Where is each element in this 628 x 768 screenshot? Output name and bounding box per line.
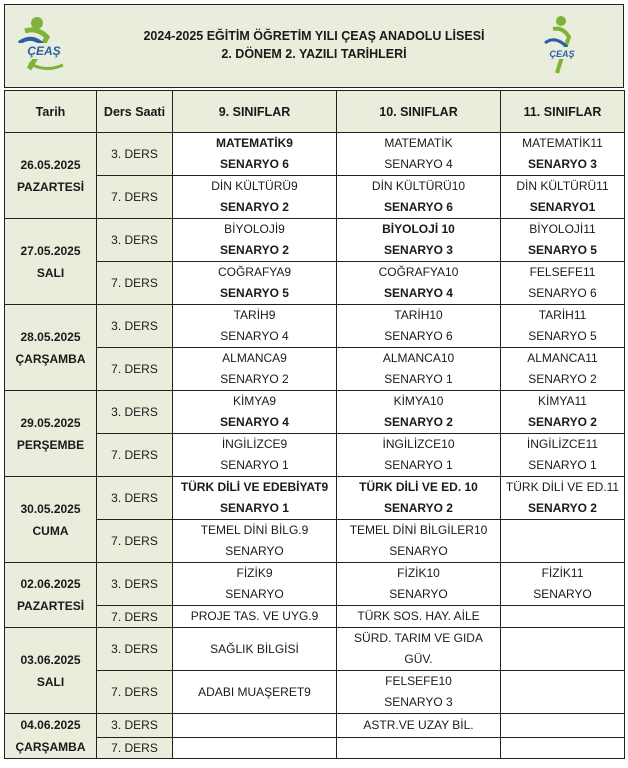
- table-row: [5, 520, 625, 563]
- scenario-label: SENARYO 4: [220, 329, 289, 343]
- course-name: BİYOLOJİ9: [224, 222, 285, 236]
- col-header-slot: Ders Saati: [97, 91, 173, 133]
- lesson-slot: 7. DERS: [97, 434, 173, 477]
- exam-cell-grade-11: [501, 391, 625, 434]
- col-header-grade-10: 10. SINIFLAR: [337, 91, 501, 133]
- exam-date: 26.05.2025: [20, 157, 81, 172]
- exam-cell-grade-11: [501, 737, 625, 758]
- exam-cell-grade-9: [173, 348, 337, 391]
- exam-cell-grade-9: [173, 563, 337, 606]
- scenario-label: GÜV.: [404, 652, 433, 666]
- table-row: [5, 563, 625, 606]
- lesson-slot: 3. DERS: [97, 714, 173, 738]
- exam-weekday: CUMA: [32, 523, 69, 538]
- exam-cell-grade-10: [337, 434, 501, 477]
- course-name: İNGİLİZCE9: [221, 437, 288, 451]
- course-name: MATEMATİK9: [216, 136, 293, 150]
- scenario-label: SENARYO 2: [384, 415, 453, 429]
- course-name: SÜRD. TARIM VE GIDA: [354, 631, 483, 645]
- course-name: FİZİK11: [541, 566, 584, 580]
- exam-cell-grade-10: [337, 628, 501, 671]
- exam-cell-grade-10: [337, 348, 501, 391]
- exam-cell-grade-11: [501, 176, 625, 219]
- table-row: [5, 671, 625, 714]
- exam-cell-grade-10: [337, 737, 501, 758]
- date-cell: [5, 477, 97, 563]
- course-name: KİMYA9: [232, 394, 277, 408]
- lesson-slot: 3. DERS: [97, 391, 173, 434]
- course-name: SAĞLIK BİLGİSİ: [210, 641, 299, 656]
- scenario-label: SENARYO1: [529, 200, 596, 214]
- exam-cell-grade-11: [501, 477, 625, 520]
- scenario-label: SENARYO 2: [528, 372, 597, 386]
- course-name: ALMANCA10: [382, 351, 455, 365]
- scenario-label: SENARYO 6: [528, 286, 597, 300]
- exam-weekday: ÇARŞAMBA: [15, 740, 86, 754]
- exam-cell-grade-10: [337, 133, 501, 176]
- course-name: KİMYA11: [538, 394, 587, 408]
- course-name: FELSEFE11: [529, 265, 596, 279]
- table-row: [5, 628, 625, 671]
- table-row: [5, 348, 625, 391]
- exam-cell-grade-11: [501, 520, 625, 563]
- scenario-label: SENARYO 2: [384, 501, 453, 515]
- exam-weekday: ÇARŞAMBA: [15, 351, 86, 366]
- course-name: DİN KÜLTÜRÜ10: [371, 179, 466, 193]
- scenario-label: SENARYO: [389, 587, 448, 601]
- schedule-title: [95, 27, 533, 63]
- scenario-label: SENARYO 2: [220, 200, 289, 214]
- course-name: DİN KÜLTÜRÜ9: [211, 179, 298, 193]
- scenario-label: SENARYO 6: [384, 329, 453, 343]
- course-name: DİN KÜLTÜRÜ11: [516, 179, 609, 193]
- exam-cell-grade-9: [173, 737, 337, 758]
- exam-cell-grade-11: [501, 671, 625, 714]
- exam-cell-grade-11: [501, 606, 625, 628]
- table-header-row: [5, 91, 625, 133]
- exam-weekday: PAZARTESİ: [16, 179, 85, 194]
- lesson-slot: 7. DERS: [97, 520, 173, 563]
- scenario-label: SENARYO 6: [220, 157, 289, 171]
- scenario-label: SENARYO 2: [528, 415, 597, 429]
- title-line-1: 2024-2025 EĞİTİM ÖĞRETİM YILI ÇEAŞ ANADOLU LİSESİ: [143, 29, 485, 43]
- course-name: ALMANCA11: [527, 351, 598, 365]
- exam-cell-grade-11: [501, 262, 625, 305]
- course-name: TÜRK SOS. HAY. AİLE: [357, 609, 480, 623]
- scenario-label: SENARYO: [225, 544, 284, 558]
- col-header-date: Tarih: [5, 91, 97, 133]
- exam-cell-grade-10: [337, 477, 501, 520]
- scenario-label: SENARYO 2: [220, 372, 289, 386]
- exam-date: 29.05.2025: [20, 415, 81, 430]
- exam-date: 30.05.2025: [20, 501, 81, 516]
- course-name: TARİH9: [233, 308, 276, 322]
- table-row: [5, 714, 625, 738]
- exam-cell-grade-9: [173, 434, 337, 477]
- scenario-label: SENARYO 3: [384, 695, 453, 709]
- exam-cell-grade-9: [173, 305, 337, 348]
- schedule-header: [4, 4, 624, 88]
- table-row: [5, 477, 625, 520]
- col-header-grade-11: 11. SINIFLAR: [501, 91, 625, 133]
- exam-cell-grade-10: [337, 391, 501, 434]
- lesson-slot: 3. DERS: [97, 133, 173, 176]
- exam-cell-grade-9: [173, 520, 337, 563]
- table-row: [5, 606, 625, 628]
- date-cell: [5, 133, 97, 219]
- exam-cell-grade-10: [337, 262, 501, 305]
- exam-cell-grade-9: [173, 262, 337, 305]
- exam-cell-grade-11: [501, 219, 625, 262]
- course-name: ADABI MUAŞERET9: [198, 684, 311, 699]
- lesson-slot: 7. DERS: [97, 348, 173, 391]
- school-logo-left: [15, 13, 75, 81]
- table-row: [5, 434, 625, 477]
- svg-text:ÇEAŞ: ÇEAŞ: [549, 49, 575, 59]
- exam-cell-grade-9: [173, 391, 337, 434]
- lesson-slot: 3. DERS: [97, 219, 173, 262]
- exam-weekday: PERŞEMBE: [16, 437, 85, 452]
- exam-weekday: PAZARTESİ: [16, 599, 85, 613]
- scenario-label: SENARYO: [533, 587, 592, 601]
- exam-cell-grade-9: [173, 671, 337, 714]
- course-name: TÜRK DİLİ VE EDEBİYAT9: [180, 480, 329, 494]
- date-cell: [5, 391, 97, 477]
- date-cell: [5, 305, 97, 391]
- lesson-slot: 3. DERS: [97, 305, 173, 348]
- exam-cell-grade-9: [173, 219, 337, 262]
- course-name: COĞRAFYA9: [217, 265, 292, 279]
- lesson-slot: 3. DERS: [97, 563, 173, 606]
- scenario-label: SENARYO 1: [220, 458, 289, 472]
- exam-date: 02.06.2025: [20, 577, 81, 591]
- exam-date: 28.05.2025: [20, 329, 81, 344]
- date-cell: [5, 628, 97, 714]
- exam-cell-grade-11: [501, 714, 625, 738]
- scenario-label: SENARYO 1: [384, 372, 453, 386]
- scenario-label: SENARYO 4: [220, 415, 289, 429]
- exam-cell-grade-9: [173, 133, 337, 176]
- date-cell: [5, 563, 97, 628]
- course-name: ALMANCA9: [222, 351, 287, 365]
- table-row: [5, 219, 625, 262]
- exam-cell-grade-11: [501, 434, 625, 477]
- date-cell: [5, 219, 97, 305]
- scenario-label: SENARYO 5: [220, 286, 289, 300]
- scenario-label: SENARYO 1: [528, 458, 597, 472]
- lesson-slot: 7. DERS: [97, 671, 173, 714]
- lesson-slot: 3. DERS: [97, 477, 173, 520]
- exam-cell-grade-9: [173, 606, 337, 628]
- exam-cell-grade-10: [337, 671, 501, 714]
- course-name: İNGİLİZCE11: [526, 437, 599, 451]
- scenario-label: SENARYO: [389, 544, 448, 558]
- scenario-label: SENARYO 4: [384, 157, 453, 171]
- exam-cell-grade-10: [337, 714, 501, 738]
- course-name: FİZİK10: [397, 566, 440, 580]
- course-name: TARİH11: [538, 308, 587, 322]
- lesson-slot: 7. DERS: [97, 262, 173, 305]
- date-cell: [5, 714, 97, 759]
- exam-cell-grade-9: [173, 477, 337, 520]
- exam-cell-grade-10: [337, 520, 501, 563]
- exam-cell-grade-11: [501, 133, 625, 176]
- scenario-label: SENARYO 1: [220, 501, 289, 515]
- scenario-label: SENARYO 3: [384, 243, 453, 257]
- scenario-label: SENARYO: [225, 587, 284, 601]
- exam-cell-grade-10: [337, 219, 501, 262]
- schedule-body: [5, 133, 625, 759]
- exam-schedule-table: [4, 90, 625, 759]
- course-name: TÜRK DİLİ VE ED.11: [505, 480, 620, 494]
- col-header-grade-9: 9. SINIFLAR: [173, 91, 337, 133]
- table-row: [5, 305, 625, 348]
- table-row: [5, 737, 625, 758]
- course-name: MATEMATİK: [384, 136, 453, 150]
- course-name: TARİH10: [394, 308, 443, 322]
- table-row: [5, 133, 625, 176]
- scenario-label: SENARYO 3: [528, 157, 597, 171]
- exam-cell-grade-11: [501, 305, 625, 348]
- course-name: ASTR.VE UZAY BİL.: [363, 717, 474, 732]
- exam-cell-grade-10: [337, 563, 501, 606]
- scenario-label: SENARYO 5: [528, 329, 597, 343]
- exam-cell-grade-11: [501, 563, 625, 606]
- course-name: PROJE TAS. VE UYG.9: [190, 609, 319, 623]
- scenario-label: SENARYO 1: [384, 458, 453, 472]
- course-name: BİYOLOJİ 10: [382, 222, 455, 236]
- lesson-slot: 7. DERS: [97, 737, 173, 758]
- exam-date: 04.06.2025: [20, 718, 81, 732]
- lesson-slot: 7. DERS: [97, 176, 173, 219]
- school-logo-right: [539, 13, 585, 81]
- exam-date: 27.05.2025: [20, 243, 81, 258]
- table-row: [5, 176, 625, 219]
- course-name: COĞRAFYA10: [378, 265, 459, 279]
- course-name: MATEMATİK11: [522, 136, 603, 150]
- exam-cell-grade-10: [337, 606, 501, 628]
- exam-weekday: SALI: [36, 265, 65, 280]
- course-name: İNGİLİZCE10: [382, 437, 455, 451]
- exam-cell-grade-9: [173, 714, 337, 738]
- svg-text:ÇEAŞ: ÇEAŞ: [27, 44, 61, 58]
- title-line-2: 2. DÖNEM 2. YAZILI TARİHLERİ: [221, 47, 407, 61]
- course-name: BİYOLOJİ11: [529, 222, 596, 236]
- lesson-slot: 7. DERS: [97, 606, 173, 628]
- exam-cell-grade-10: [337, 305, 501, 348]
- course-name: FİZİK9: [236, 566, 273, 580]
- scenario-label: SENARYO 4: [384, 286, 453, 300]
- exam-cell-grade-11: [501, 628, 625, 671]
- table-row: [5, 391, 625, 434]
- exam-cell-grade-10: [337, 176, 501, 219]
- lesson-slot: 3. DERS: [97, 628, 173, 671]
- course-name: TEMEL DİNİ BİLGİLER10: [349, 523, 488, 537]
- exam-date: 03.06.2025: [20, 652, 81, 667]
- course-name: TEMEL DİNİ BİLG.9: [200, 523, 309, 537]
- exam-cell-grade-9: [173, 176, 337, 219]
- exam-cell-grade-11: [501, 348, 625, 391]
- scenario-label: SENARYO 2: [220, 243, 289, 257]
- exam-cell-grade-9: [173, 628, 337, 671]
- scenario-label: SENARYO 6: [384, 200, 453, 214]
- course-name: TÜRK DİLİ VE ED. 10: [359, 480, 478, 494]
- course-name: FELSEFE10: [385, 674, 452, 688]
- course-name: KİMYA10: [393, 394, 444, 408]
- exam-weekday: SALI: [36, 674, 65, 689]
- scenario-label: SENARYO 5: [528, 243, 597, 257]
- scenario-label: SENARYO 2: [528, 501, 597, 515]
- table-row: [5, 262, 625, 305]
